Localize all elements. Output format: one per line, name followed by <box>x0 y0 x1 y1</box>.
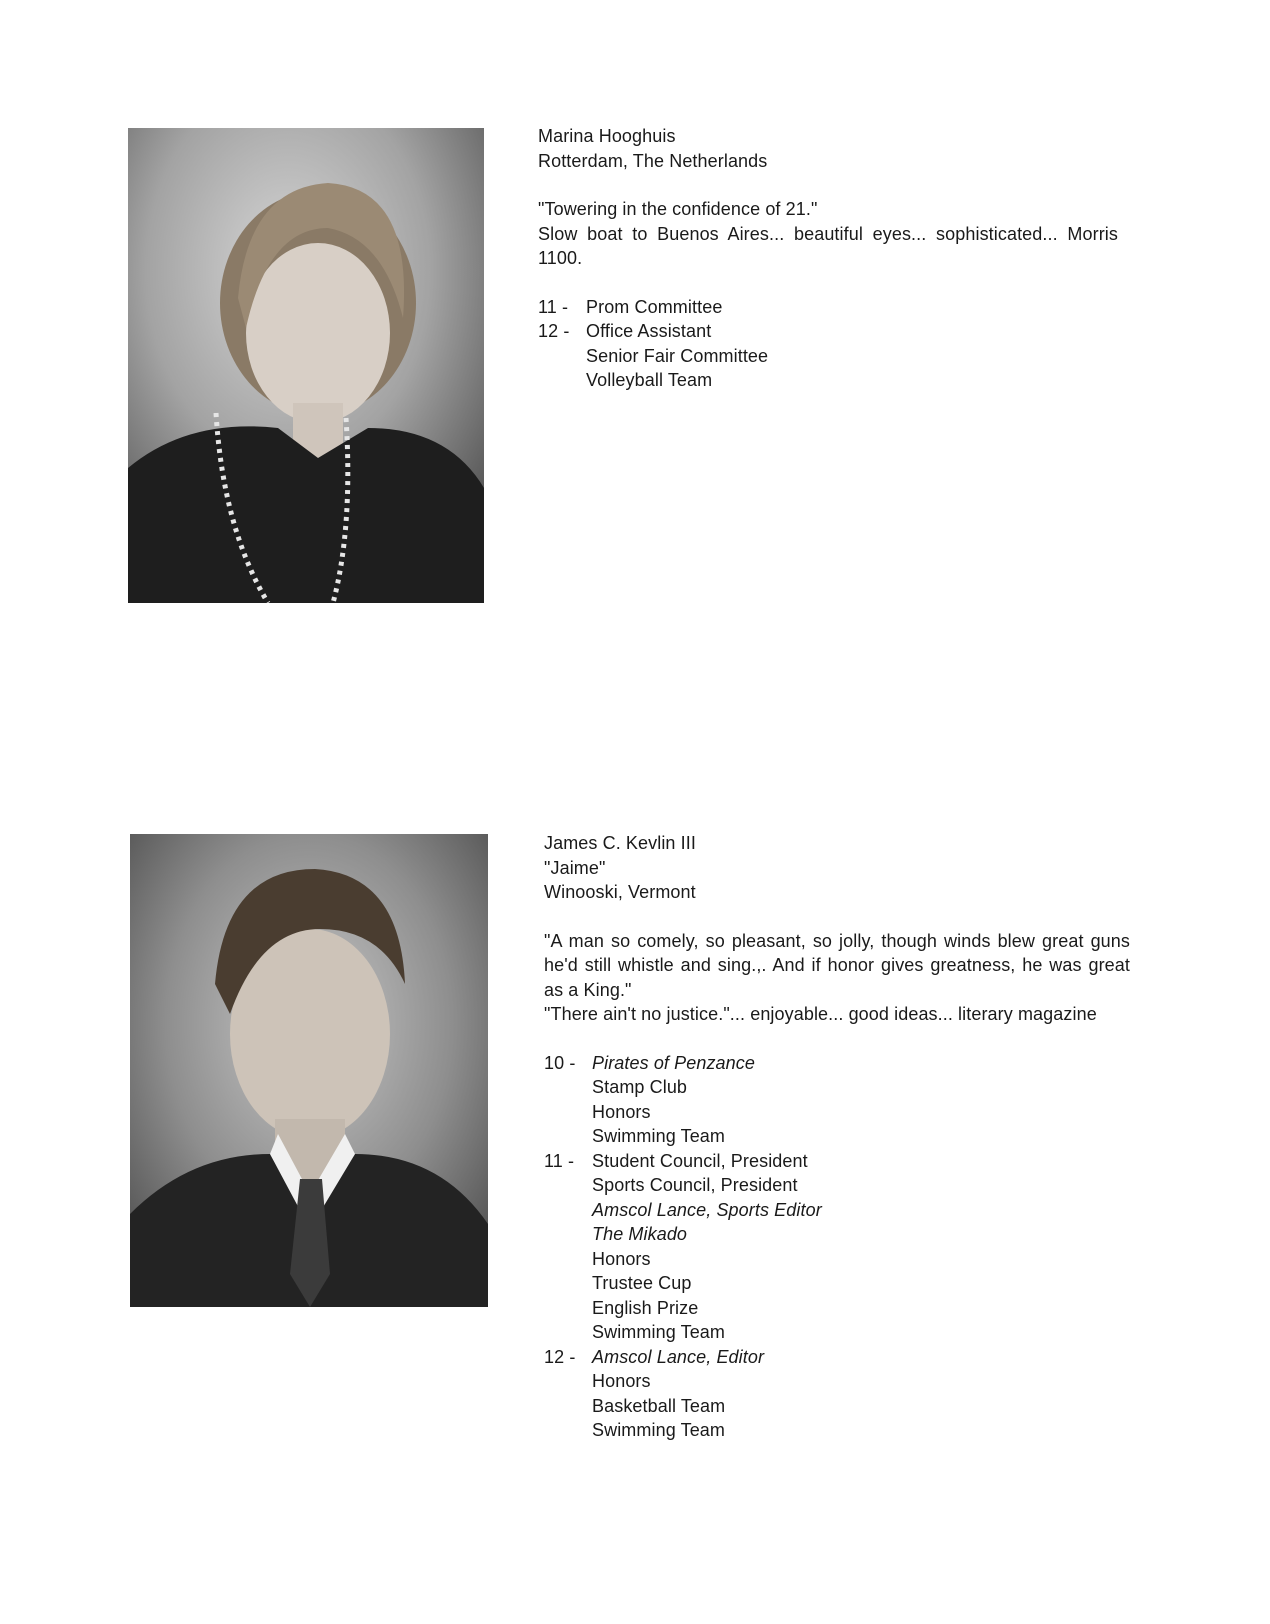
activity-year-group <box>538 295 1118 320</box>
activity-list <box>544 1051 1130 1443</box>
quote-line: Slow boat to Buenos Aires... beautiful eyes... sophisticated... Morris 1100. <box>538 223 1118 268</box>
student-name: James C. Kevlin III <box>544 833 696 853</box>
activity-item: Swimming Team <box>592 1420 726 1440</box>
student-hometown: Rotterdam, The Netherlands <box>538 150 768 171</box>
portrait-photo <box>128 128 484 603</box>
activity-list <box>538 295 1118 393</box>
activity-item: Amscol Lance, Sports Editor <box>592 1199 822 1220</box>
activity-item: Volleyball Team <box>586 370 713 390</box>
activity-item: Sports Council, President <box>592 1175 798 1195</box>
activity-item: Swimming Team <box>592 1322 726 1342</box>
activity-item: Stamp Club <box>592 1077 688 1097</box>
activity-year-group <box>544 1149 1130 1345</box>
portrait-photo <box>130 834 488 1307</box>
portrait-illustration <box>130 834 488 1307</box>
student-nickname: "Jaime" <box>544 857 606 878</box>
activity-item: Amscol Lance, Editor <box>592 1346 765 1367</box>
activity-item: Student Council, President <box>592 1150 808 1171</box>
activity-year-group <box>544 1051 1130 1149</box>
activity-item: The Mikado <box>592 1224 688 1244</box>
activity-year: 11 - <box>538 296 569 317</box>
activity-item: Honors <box>592 1101 651 1122</box>
activity-item: Pirates of Penzance <box>592 1052 755 1073</box>
activity-item: Honors <box>592 1248 651 1269</box>
student-entry <box>538 124 1118 393</box>
activity-item: English Prize <box>592 1297 699 1318</box>
activity-item: Prom Committee <box>586 296 723 317</box>
activity-item: Swimming Team <box>592 1126 726 1146</box>
student-entry <box>544 831 1130 1443</box>
activity-item: Office Assistant <box>586 321 712 341</box>
activity-year: 10 - <box>544 1052 576 1073</box>
student-quote <box>538 197 1118 271</box>
activity-item: Senior Fair Committee <box>586 345 769 366</box>
activity-year: 12 - <box>538 321 570 341</box>
portrait-illustration <box>128 128 484 603</box>
student-name: Marina Hooghuis <box>538 126 676 146</box>
activity-item: Honors <box>592 1371 651 1391</box>
activity-year-group <box>538 319 1118 393</box>
quote-line: "There ain't no justice."... enjoyable... good ideas... literary magazine <box>544 1004 1097 1024</box>
student-hometown: Winooski, Vermont <box>544 882 696 902</box>
student-quote <box>544 929 1130 1027</box>
activity-item: Basketball Team <box>592 1395 726 1416</box>
activity-item: Trustee Cup <box>592 1273 692 1293</box>
activity-year-group <box>544 1345 1130 1443</box>
quote-line: "A man so comely, so pleasant, so jolly, though winds blew great guns he'd still whistle and sing.,. And if honor gives greatness, he was great as a King." <box>544 930 1130 1000</box>
activity-year: 11 - <box>544 1150 575 1171</box>
activity-year: 12 - <box>544 1346 576 1367</box>
quote-line: "Towering in the confidence of 21." <box>538 199 818 219</box>
